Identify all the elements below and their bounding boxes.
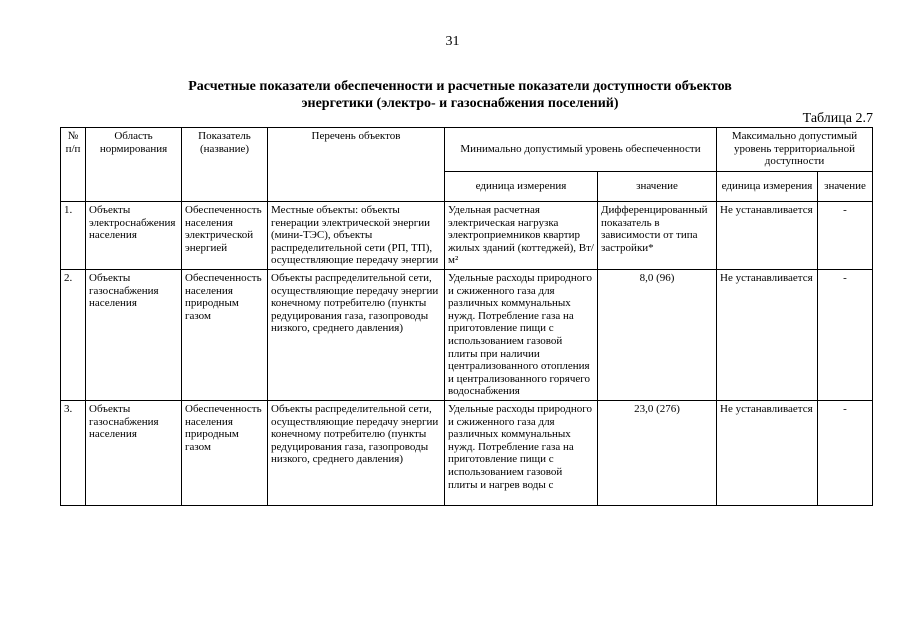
row-objects-text: Местные объекты: объекты генерации электрической энергии (мини-ТЭС), объекты распределительной сети (РП, ТП), осуществляющие передачу энергии (271, 204, 439, 267)
row-area: Объекты газоснабжения населения (86, 270, 182, 401)
row-unit: Удельная расчетная электрическая нагрузка электроприемников квартир жилых зданий (коттеджей), Вт/м² (445, 202, 598, 270)
row-num: 1. (61, 202, 86, 270)
row-objects: Объекты распределительной сети, осуществляющие передачу энергии конечному потребителю (пункты редуцирования газа, газопроводы низкого, среднего давления) (268, 400, 445, 505)
header-row-1 (61, 128, 873, 172)
table-title (60, 78, 860, 112)
row-objects: Объекты распределительной сети, осуществляющие передачу энергии конечному потребителю (пункты редуцирования газа, газопроводы низкого, среднего давления) (268, 270, 445, 401)
row-num: 2. (61, 270, 86, 401)
table-label: Таблица 2.7 (802, 111, 873, 126)
header-unit: единица измерения (445, 172, 598, 202)
row-indicator: Обеспеченность населения природным газом (182, 270, 268, 401)
row-unit-2: Не устанавливается (717, 202, 818, 270)
header-objects: Перечень объектов (268, 128, 445, 202)
header-indicator: Показатель (название) (182, 128, 268, 202)
row-num: 3. (61, 400, 86, 505)
header-value: значение (598, 172, 717, 202)
row-area: Объекты электроснабжения населения (86, 202, 182, 270)
table-row (61, 202, 873, 270)
row-unit (445, 400, 598, 505)
row-unit-2: Не устанавливается (717, 270, 818, 401)
header-value-2: значение (818, 172, 873, 202)
row-value: Дифференцированный показатель в зависимости от типа застройки* (598, 202, 717, 270)
row-unit-text: Удельные расходы природного и сжиженного газа для различных коммунальных нужд. Потребление газа на приготовление пищи с использованием газовой плиты и нагрев воды с (448, 402, 592, 491)
row-value-2: - (818, 270, 873, 401)
row-unit: Удельные расходы природного и сжиженного газа для различных коммунальных нужд. Потребление газа на приготовление пищи с использованием газовой плиты при наличии централизованного отопления и централизованного горячего водоснабжения (445, 270, 598, 401)
header-unit-2: единица измерения (717, 172, 818, 202)
table-row (61, 270, 873, 401)
row-value: 23,0 (276) (598, 400, 717, 505)
header-num: № п/п (61, 128, 86, 202)
header-area: Область нормирования (86, 128, 182, 202)
title-line-1: Расчетные показатели обеспеченности и расчетные показатели доступности объектов (188, 79, 732, 94)
row-value-2: - (818, 400, 873, 505)
norms-table (60, 127, 873, 506)
row-indicator: Обеспеченность населения электрической энергией (182, 202, 268, 270)
row-objects (268, 202, 445, 270)
row-area: Объекты газоснабжения населения (86, 400, 182, 505)
row-value-2: - (818, 202, 873, 270)
page-number: 31 (445, 34, 460, 49)
header-max-access: Максимально допустимый уровень территориальной доступности (717, 128, 873, 172)
row-indicator: Обеспеченность населения природным газом (182, 400, 268, 505)
header-min-level: Минимально допустимый уровень обеспеченности (445, 128, 717, 172)
row-unit-2: Не устанавливается (717, 400, 818, 505)
row-value: 8,0 (96) (598, 270, 717, 401)
title-line-2: энергетики (электро- и газоснабжения поселений) (301, 96, 619, 111)
table-row (61, 400, 873, 505)
